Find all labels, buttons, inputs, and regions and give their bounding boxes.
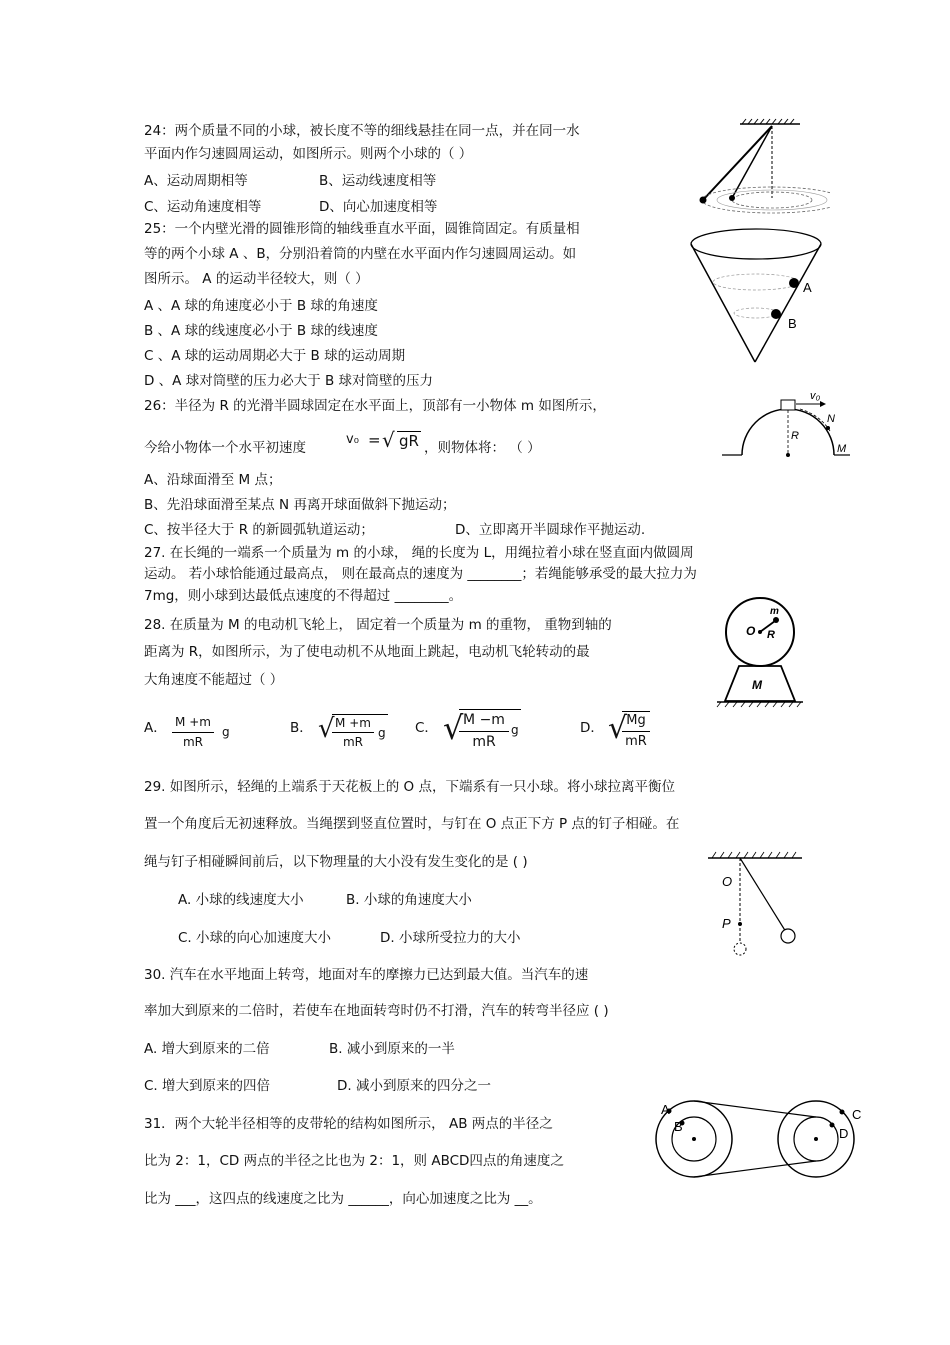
q29-ball [781, 929, 795, 943]
q28-c-numerator: M −m [463, 712, 505, 728]
q29-pendulum-peg-figure [700, 850, 810, 962]
q28-d-sqrt-sign: √ [608, 711, 628, 746]
q31-belt-pulley-figure [652, 1095, 872, 1185]
q29-label-o: O [722, 874, 733, 889]
q26-option-c: C、按半径大于 R 的新圆弧轨道运动； [144, 522, 374, 538]
q26-option-b: B、先沿球面滑至某点 N 再离开球面做斜下抛运动； [144, 497, 456, 513]
q26-label-m: M [837, 443, 847, 455]
q28-d-denominator: mR [625, 734, 647, 749]
q28-b-fraction-bar [332, 732, 374, 733]
q28-label-r: R [767, 629, 775, 641]
q25-option-a: A 、A 球的角速度必小于 B 球的角速度 [144, 298, 378, 314]
q27-stem-line1: 27. 在长绳的一端系一个质量为 m 的小球， 绳的长度为 L，用绳拉着小球在竖直面内做圆周 [144, 545, 694, 561]
q29-option-d: D. 小球所受拉力的大小 [380, 930, 521, 946]
q25-stem-line1: 25：一个内壁光滑的圆锥形筒的轴线垂直水平面，圆锥筒固定。有质量相 [144, 221, 580, 237]
q29-option-b: B. 小球的角速度大小 [346, 892, 472, 908]
q26-stem-line2-pre: 今给小物体一个水平初速度 [144, 440, 306, 456]
q24-conical-pendulum-figure [690, 118, 830, 223]
q25-label-b: B [788, 316, 797, 331]
q29-option-a: A. 小球的线速度大小 [178, 892, 304, 908]
q25-option-b: B 、A 球的线速度必小于 B 球的线速度 [144, 323, 378, 339]
q24-stem-line1: 24：两个质量不同的小球，被长度不等的细线悬挂在同一点，并在同一水 [144, 123, 580, 139]
q29-stem-line1: 29. 如图所示，轻绳的上端系于天花板上的 O 点，下端系有一只小球。将小球拉离平衡位 [144, 779, 675, 795]
q24-ball-2 [729, 195, 735, 201]
q24-option-c: C、运动角速度相等 [144, 199, 262, 215]
q25-cone-figure [688, 224, 828, 366]
q28-b-radical-bar [332, 714, 388, 715]
q29-stem-line3: 绳与钉子相碰瞬间前后，以下物理量的大小没有发生变化的是 ( ) [144, 854, 528, 870]
q30-option-d: D. 减小到原来的四分之一 [337, 1078, 491, 1094]
q25-ball-a [789, 278, 799, 288]
q26-option-a: A、沿球面滑至 M 点； [144, 472, 282, 488]
q25-ball-b [771, 309, 781, 319]
q26-label-v0: v₀ [810, 390, 821, 402]
q28-c-g: g [511, 723, 519, 737]
q25-option-c: C 、A 球的运动周期必大于 B 球的运动周期 [144, 348, 406, 364]
q28-label-o: O [746, 624, 756, 638]
q24-option-a: A、运动周期相等 [144, 173, 248, 189]
q28-c-denominator: mR [472, 734, 496, 750]
q29-option-c: C. 小球的向心加速度大小 [178, 930, 332, 946]
q26-label-r: R [791, 430, 799, 442]
q28-stem-line2: 距离为 R，如图所示，为了使电动机不从地面上跳起，电动机飞轮转动的最 [144, 644, 590, 660]
q28-b-sqrt-sign: √ [318, 714, 335, 744]
q28-a-g: g [222, 725, 230, 739]
q28-label-m: m [770, 606, 779, 617]
q25-option-d: D 、A 球对筒壁的压力必大于 B 球对筒壁的压力 [144, 373, 434, 389]
q24-ball-1 [700, 197, 707, 204]
q28-b-g: g [378, 726, 386, 740]
q28-label-big-m: M [752, 678, 762, 692]
q28-motor-flywheel-figure [715, 594, 805, 709]
q28-d-numerator: Mg [626, 713, 646, 728]
q31-label-b: B [674, 1119, 683, 1134]
q28-option-d-label: D． [580, 720, 604, 736]
q26-formula-sqrt-sign: √ [382, 428, 395, 452]
q28-option-a-formula [172, 715, 242, 751]
q26-formula-v0: v₀ [346, 432, 359, 447]
q28-option-d-formula [608, 708, 653, 752]
q31-label-a: A [661, 1102, 670, 1117]
q26-label-n: N [827, 413, 835, 425]
q28-d-fraction-bar [622, 731, 650, 732]
q26-hemisphere-figure [720, 387, 855, 462]
q26-stem-line2-post: ，则物体将： （ ） [424, 440, 541, 456]
q28-a-numerator: M +m [175, 715, 211, 729]
q28-b-denominator: mR [342, 735, 364, 749]
q26-stem-line1: 26：半径为 R 的光滑半圆球固定在水平面上，顶部有一小物体 m 如图所示， [144, 398, 606, 414]
q28-option-a-label: A． [144, 720, 167, 736]
q30-stem-line2: 率加大到原来的二倍时，若使车在地面转弯时仍不打滑，汽车的转弯半径应 ( ) [144, 1003, 609, 1019]
q31-label-c: C [852, 1107, 862, 1122]
q26-velocity-formula [344, 428, 424, 456]
q25-label-a: A [803, 280, 812, 295]
q30-option-a: A. 增大到原来的二倍 [144, 1041, 270, 1057]
q31-label-d: D [839, 1126, 849, 1141]
q28-b-numerator: M +m [335, 716, 371, 730]
q26-option-d: D、立即离开半圆球作平抛运动. [455, 522, 646, 538]
q31-stem-line2: 比为 2：1，CD 两点的半径之比也为 2：1，则 ABCD四点的角速度之 [144, 1153, 564, 1169]
q30-option-c: C. 增大到原来的四倍 [144, 1078, 271, 1094]
q28-option-c-formula [443, 706, 528, 752]
q28-c-fraction-bar [459, 731, 509, 732]
q28-c-radical-bar [459, 709, 521, 710]
q27-stem-line2: 运动。 若小球恰能通过最高点， 则在最高点的速度为 ________；若绳能够承受的最大拉力为 [144, 566, 697, 582]
q28-option-b-formula [318, 710, 393, 750]
q28-c-sqrt-sign: √ [443, 709, 464, 747]
q24-stem-line2: 平面内作匀速圆周运动，如图所示。则两个小球的（ ） [144, 146, 473, 162]
q26-formula-equals: = [368, 431, 381, 449]
q28-a-fraction-bar [172, 732, 214, 733]
q27-stem-line3: 7mg，则小球到达最低点速度的不得超过 ________。 [144, 588, 463, 604]
q24-option-b: B、运动线速度相等 [319, 173, 437, 189]
q29-peg [738, 922, 742, 926]
q24-option-d: D、向心加速度相等 [319, 199, 438, 215]
q30-stem-line1: 30. 汽车在水平地面上转弯，地面对车的摩擦力已达到最大值。当汽车的速 [144, 967, 589, 983]
q28-stem-line1: 28. 在质量为 M 的电动机飞轮上， 固定着一个质量为 m 的重物， 重物到轴的 [144, 617, 612, 633]
q30-option-b: B. 减小到原来的一半 [329, 1041, 455, 1057]
q28-option-b-label: B． [290, 720, 313, 736]
q25-stem-line3: 图所示。 A 的运动半径较大，则（ ） [144, 271, 369, 287]
q28-option-c-label: C． [415, 720, 438, 736]
q29-label-p: P [722, 916, 731, 931]
q28-d-radical-bar [622, 711, 650, 712]
q28-stem-line3: 大角速度不能超过（ ） [144, 672, 284, 688]
q26-formula-radicand: gR [399, 432, 419, 450]
q29-stem-line2: 置一个角度后无初速释放。当绳摆到竖直位置时，与钉在 O 点正下方 P 点的钉子相碰。在 [144, 816, 680, 832]
q31-stem-line3: 比为 ___，这四点的线速度之比为 ______，向心加速度之比为 __。 [144, 1191, 542, 1207]
q31-stem-line1: 31．两个大轮半径相等的皮带轮的结构如图所示， AB 两点的半径之 [144, 1116, 553, 1132]
q28-a-denominator: mR [182, 735, 204, 749]
q25-stem-line2: 等的两个小球 A 、B，分别沿着筒的内壁在水平面内作匀速圆周运动。如 [144, 246, 577, 262]
